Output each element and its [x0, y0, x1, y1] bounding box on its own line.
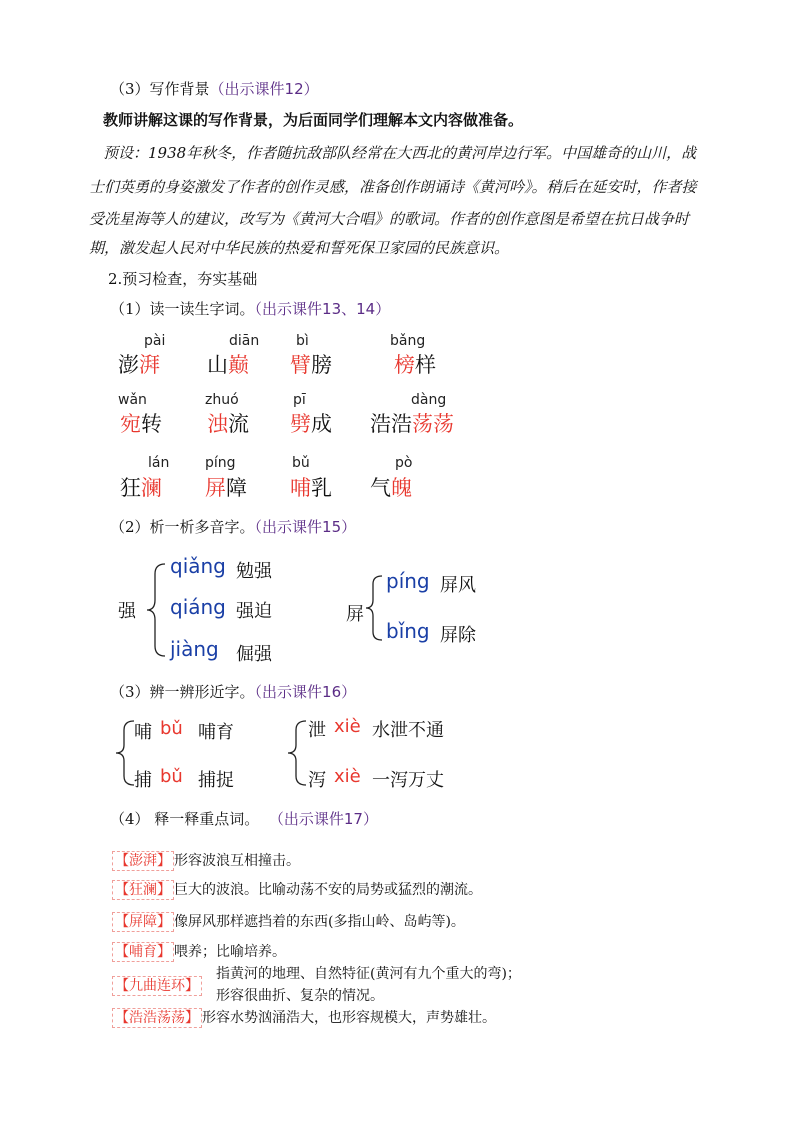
section3-courseware-ref: （出示课件12） — [209, 80, 319, 98]
similar-char-xie-leak: 泄 — [308, 720, 326, 741]
word-red-part: 荡荡 — [412, 412, 454, 436]
pinyin-po: pò — [395, 455, 413, 471]
word-black-part: 样 — [415, 353, 436, 377]
word-black-part: 山 — [207, 353, 228, 377]
polyphone-word-bingchu: 屏除 — [440, 625, 476, 646]
word-kuanglan — [120, 472, 162, 502]
word-red-part: 湃 — [139, 353, 160, 377]
word-red-part: 屏 — [205, 476, 226, 500]
word-black-part: 乳 — [311, 476, 332, 500]
gloss-haohaodangdang — [112, 1007, 496, 1027]
word-red-part: 巅 — [228, 353, 249, 377]
pinyin-dang: dàng — [411, 392, 447, 408]
word-zhuoliu — [207, 408, 249, 438]
preset-line-1: 预设：1938年秋冬，作者随抗敌部队经常在大西北的黄河岸边行军。中国雄奇的山川，战 — [103, 144, 697, 162]
polyphone-word-qiangpo: 强迫 — [236, 601, 272, 622]
gloss-buyu — [112, 941, 286, 961]
pinyin-wan: wǎn — [118, 392, 147, 408]
gloss-jiuqulianhuan-def-1: 指黄河的地理、自然特征(黄河有九个重大的弯)； — [216, 966, 521, 982]
gloss-term: 【浩浩荡荡】 — [112, 1008, 202, 1028]
gloss-term: 【九曲连环】 — [112, 976, 202, 996]
polyphone-pinyin-ping: píng — [386, 569, 430, 593]
gloss-definition: 形容水势汹涌浩大，也形容规模大，声势雄壮。 — [202, 1010, 496, 1026]
preset-line-2: 士们英勇的身姿激发了作者的创作灵感，准备创作朗诵诗《黄河吟》。稍后在延安时，作者接 — [89, 178, 697, 196]
polyphone-pinyin-qiang2: qiáng — [170, 595, 226, 619]
step1-courseware-ref: （出示课件13、14） — [254, 300, 391, 318]
similar-char-bu-catch: 捕 — [134, 770, 152, 791]
word-red-part: 榜 — [394, 353, 415, 377]
word-qipo — [370, 472, 412, 502]
polyphone-word-juejiang: 倔强 — [236, 644, 272, 665]
step2-title-text: （2）析一析多音字。 — [110, 518, 255, 536]
word-picheng — [290, 408, 332, 438]
word-black-part: 成 — [311, 412, 332, 436]
word-black-part: 障 — [226, 476, 247, 500]
similar-pinyin-xie-leak: xiè — [334, 716, 361, 737]
similar-pinyin-xie-pour: xiè — [334, 766, 361, 787]
word-red-part: 魄 — [391, 476, 412, 500]
gloss-definition: 巨大的波浪。比喻动荡不安的局势或猛烈的潮流。 — [174, 882, 482, 898]
pinyin-ping: píng — [205, 455, 236, 471]
step4-courseware-ref: （出示课件17） — [268, 810, 378, 828]
preset-line-4: 期，激发起人民对中华民族的热爱和誓死保卫家园的民族意识。 — [89, 239, 510, 257]
similar-word-buzhuo: 捕捉 — [198, 770, 234, 791]
word-red-part: 宛 — [120, 412, 141, 436]
step3-courseware-ref: （出示课件16） — [254, 683, 357, 701]
word-red-part: 浊 — [207, 412, 228, 436]
polyphone-word-mianqiang: 勉强 — [236, 561, 272, 582]
step2-title — [110, 516, 356, 537]
word-black-part: 膀 — [311, 353, 332, 377]
brace-similar-left — [114, 718, 136, 788]
word-buru — [290, 472, 332, 502]
word-black-part: 澎 — [118, 353, 139, 377]
step3-title — [110, 681, 356, 702]
word-bangyang — [394, 349, 436, 379]
step4-title-text: （4） 释一释重点词。 — [110, 810, 260, 828]
gloss-pingzhang — [112, 911, 465, 931]
gloss-definition: 喂养；比喻培养。 — [174, 944, 286, 960]
word-bibang — [290, 349, 332, 379]
section3-title-text: （3）写作背景 — [110, 80, 210, 98]
gloss-jiuqulianhuan-def-2: 形容很曲折、复杂的情况。 — [216, 988, 384, 1004]
step2-courseware-ref: （出示课件15） — [254, 518, 357, 536]
similar-pinyin-bu-feed: bǔ — [160, 718, 183, 739]
similar-word-yixiewanzhang: 一泻万丈 — [372, 770, 444, 791]
gloss-kuanglan — [112, 879, 482, 899]
similar-word-buyu: 哺育 — [198, 722, 234, 743]
brace-right-ping — [364, 572, 384, 644]
part2-title: 2.预习检查，夯实基础 — [108, 270, 258, 288]
word-red-part: 澜 — [141, 476, 162, 500]
brace-left-qiang — [145, 560, 167, 660]
step4-title — [110, 808, 378, 829]
gloss-term: 【澎湃】 — [112, 851, 174, 871]
pinyin-pi: pī — [293, 392, 306, 408]
preset-line-3: 受冼星海等人的建议，改写为《黄河大合唱》的歌词。作者的创作意图是希望在抗日战争时 — [89, 210, 690, 228]
step3-title-text: （3）辨一辨形近字。 — [110, 683, 255, 701]
pinyin-pai: pài — [144, 333, 166, 349]
polyphone-pinyin-jiang: jiàng — [170, 637, 219, 661]
polyphone-word-pingfeng: 屏风 — [440, 575, 476, 596]
gloss-term: 【狂澜】 — [112, 880, 174, 900]
brace-similar-right — [286, 718, 308, 788]
word-wanzhuan — [120, 408, 162, 438]
polyphone-pinyin-qiang3: qiǎng — [170, 554, 226, 578]
word-shandian — [207, 349, 249, 379]
pinyin-lan: lán — [148, 455, 170, 471]
word-pingzhang — [205, 472, 247, 502]
polyphone-qiang-char: 强 — [118, 601, 136, 622]
word-black-part: 狂 — [120, 476, 141, 500]
similar-pinyin-bu-catch: bǔ — [160, 766, 183, 787]
gloss-definition: 像屏风那样遮挡着的东西(多指山岭、岛屿等)。 — [174, 914, 465, 930]
word-red-part: 劈 — [290, 412, 311, 436]
pinyin-bang: bǎng — [390, 333, 426, 349]
similar-word-shuixiebutong: 水泄不通 — [372, 720, 444, 741]
word-red-part: 臂 — [290, 353, 311, 377]
gloss-jiuqulianhuan — [112, 975, 202, 995]
word-black-part: 流 — [228, 412, 249, 436]
section3-intro: 教师讲解这课的写作背景，为后面同学们理解本文内容做准备。 — [103, 111, 524, 129]
step1-title-text: （1）读一读生字词。 — [110, 300, 255, 318]
similar-char-xie-pour: 泻 — [308, 770, 326, 791]
word-red-part: 哺 — [290, 476, 311, 500]
section3-title — [110, 78, 319, 99]
polyphone-pinyin-bing: bǐng — [386, 619, 430, 643]
word-black-part: 转 — [141, 412, 162, 436]
step1-title — [110, 298, 390, 319]
word-haohaodangdang — [370, 408, 454, 438]
similar-char-bu-feed: 哺 — [134, 722, 152, 743]
word-black-part: 气 — [370, 476, 391, 500]
gloss-definition: 形容波浪互相撞击。 — [174, 853, 300, 869]
word-black-part: 浩浩 — [370, 412, 412, 436]
gloss-term: 【屏障】 — [112, 912, 174, 932]
pinyin-bu: bǔ — [292, 455, 310, 471]
gloss-pengpai — [112, 850, 300, 870]
pinyin-bi: bì — [296, 333, 309, 349]
pinyin-dian: diān — [229, 333, 260, 349]
polyphone-ping-char: 屏 — [346, 604, 364, 625]
pinyin-zhuo: zhuó — [205, 392, 239, 408]
word-pengpai — [118, 349, 160, 379]
gloss-term: 【哺育】 — [112, 942, 174, 962]
